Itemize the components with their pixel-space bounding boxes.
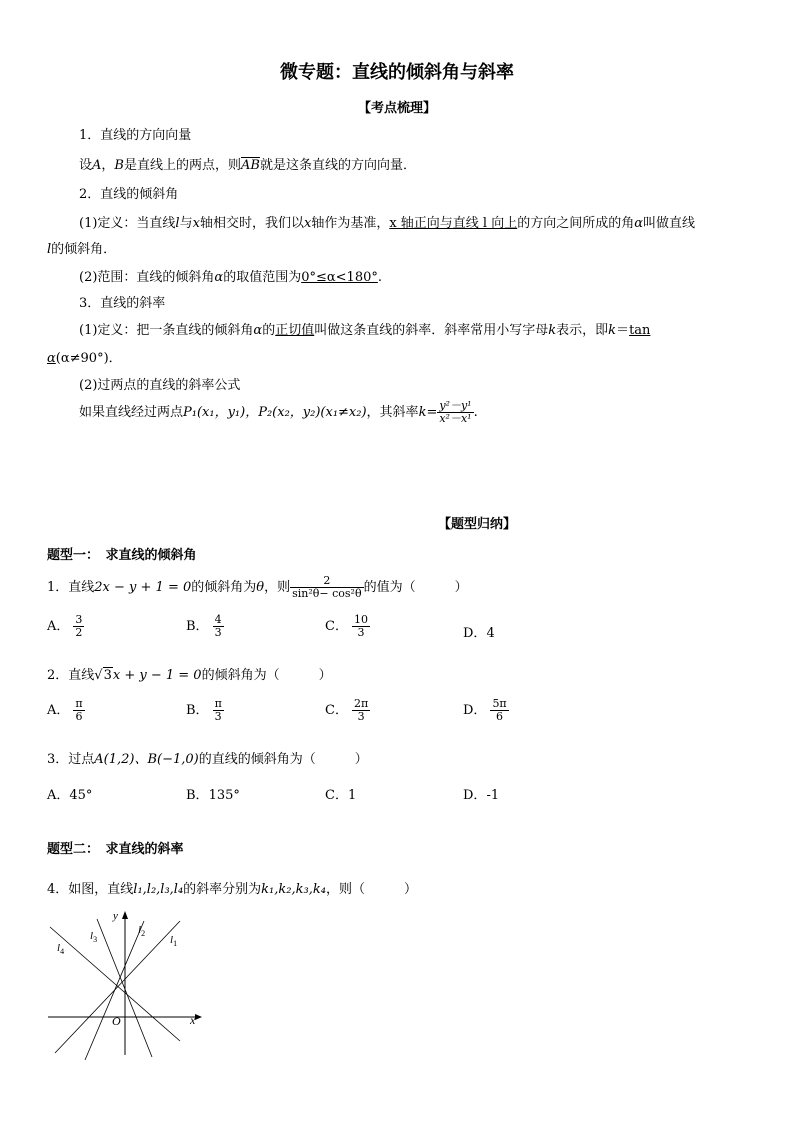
y-axis-arrow-icon	[122, 911, 128, 919]
question-4: 4．如图，直线l₁,l₂,l₃,l₄的斜率分别为k₁,k₂,k₃,k₄，则（ ）	[47, 882, 417, 897]
q3-option-d[interactable]: D．-1	[463, 788, 500, 803]
point-1-text: 设A，B是直线上的两点，则$\overline{AB}$就是这条直线的方向向量．	[79, 158, 416, 173]
q2-option-b[interactable]: B． $\frac{\pi}{3}$	[186, 697, 222, 723]
q1-option-c[interactable]: C． $\frac{10}{3}$	[325, 613, 368, 639]
q1-option-d[interactable]: D．4	[463, 626, 495, 641]
q3-option-b[interactable]: B．135°	[186, 788, 240, 803]
l2-label: $l_2$	[138, 924, 146, 938]
origin-label: O	[112, 1014, 121, 1028]
type-2-heading: 题型二： 求直线的斜率	[47, 842, 184, 857]
section-heading-question-types: 【题型归纳】	[437, 517, 516, 532]
type-1-heading: 题型一： 求直线的倾斜角	[47, 548, 197, 563]
point-3-definition: (1)定义：把一条直线的倾斜角α的正切值叫做这条直线的斜率．斜率常用小写字母k表示，即k＝tan	[79, 323, 651, 338]
q3-option-a[interactable]: A．45°	[47, 788, 93, 803]
point-2-definition-cont: l的倾斜角．	[47, 242, 117, 257]
l1-label: $l_1$	[170, 934, 178, 948]
line-l1	[55, 921, 180, 1053]
q2-option-d[interactable]: D． $\frac{5\pi}{6}$	[463, 697, 507, 723]
slope-fraction: $\frac{\text{y²－y¹}}{\text{x²－x¹}}$	[439, 399, 472, 425]
q3-option-c[interactable]: C．1	[325, 788, 357, 803]
q1-option-b[interactable]: B． $\frac{4}{3}$	[186, 613, 222, 639]
question-2: 2．直线√3x + y − 1 = 0的倾斜角为（ ）	[47, 668, 332, 683]
section-heading-key-points: 【考点梳理】	[357, 101, 436, 116]
vector-ab: $\overline{AB}$	[241, 158, 260, 173]
y-label: y	[113, 910, 118, 922]
page-title: 微专题：直线的倾斜角与斜率	[280, 62, 514, 83]
point-3-definition-cont: α(α≠90°)．	[47, 351, 122, 366]
point-3-formula: 如果直线经过两点P₁(x₁，y₁)，P₂(x₂，y₂)(x₁≠x₂)，其斜率k= $\frac{\text{y²－y¹}}{\text{x²－x¹}}$ .	[79, 399, 478, 425]
lines-figure	[40, 905, 210, 1067]
point-2-heading: 2．直线的倾斜角	[79, 187, 179, 202]
q2-option-c[interactable]: C． $\frac{2\pi}{3}$	[325, 697, 369, 723]
x-label: x	[190, 1013, 196, 1027]
x-axis-arrow-icon	[195, 1014, 202, 1020]
q2-option-a[interactable]: A． $\frac{\pi}{6}$	[47, 697, 83, 723]
l3-label: $l_3$	[90, 930, 98, 944]
point-2-definition: (1)定义：当直线l与x轴相交时，我们以x轴作为基准，x 轴正向与直线 l 向上的方向之间所成的角α叫做直线	[79, 216, 696, 231]
point-3-formula-heading: (2)过两点的直线的斜率公式	[79, 378, 241, 393]
point-1-heading: 1．直线的方向向量	[79, 128, 192, 143]
question-3: 3．过点A(1,2)、B(−1,0)的直线的倾斜角为（ ）	[47, 752, 368, 767]
point-2-range: (2)范围：直线的倾斜角α的取值范围为0°≤α<180°.	[79, 270, 383, 285]
q1-option-a[interactable]: A． $\frac{3}{2}$	[47, 613, 83, 639]
point-3-heading: 3．直线的斜率	[79, 296, 166, 311]
l4-label: $l_4$	[57, 942, 65, 956]
q1-fraction: $\frac{2}{\text{sin²θ− cos²θ}}$	[292, 574, 362, 600]
question-1: 1．直线2x − y + 1 = 0的倾斜角为θ，则 $\frac{2}{\text{sin²θ− cos²θ}}$ 的值为（ ）	[47, 574, 468, 600]
